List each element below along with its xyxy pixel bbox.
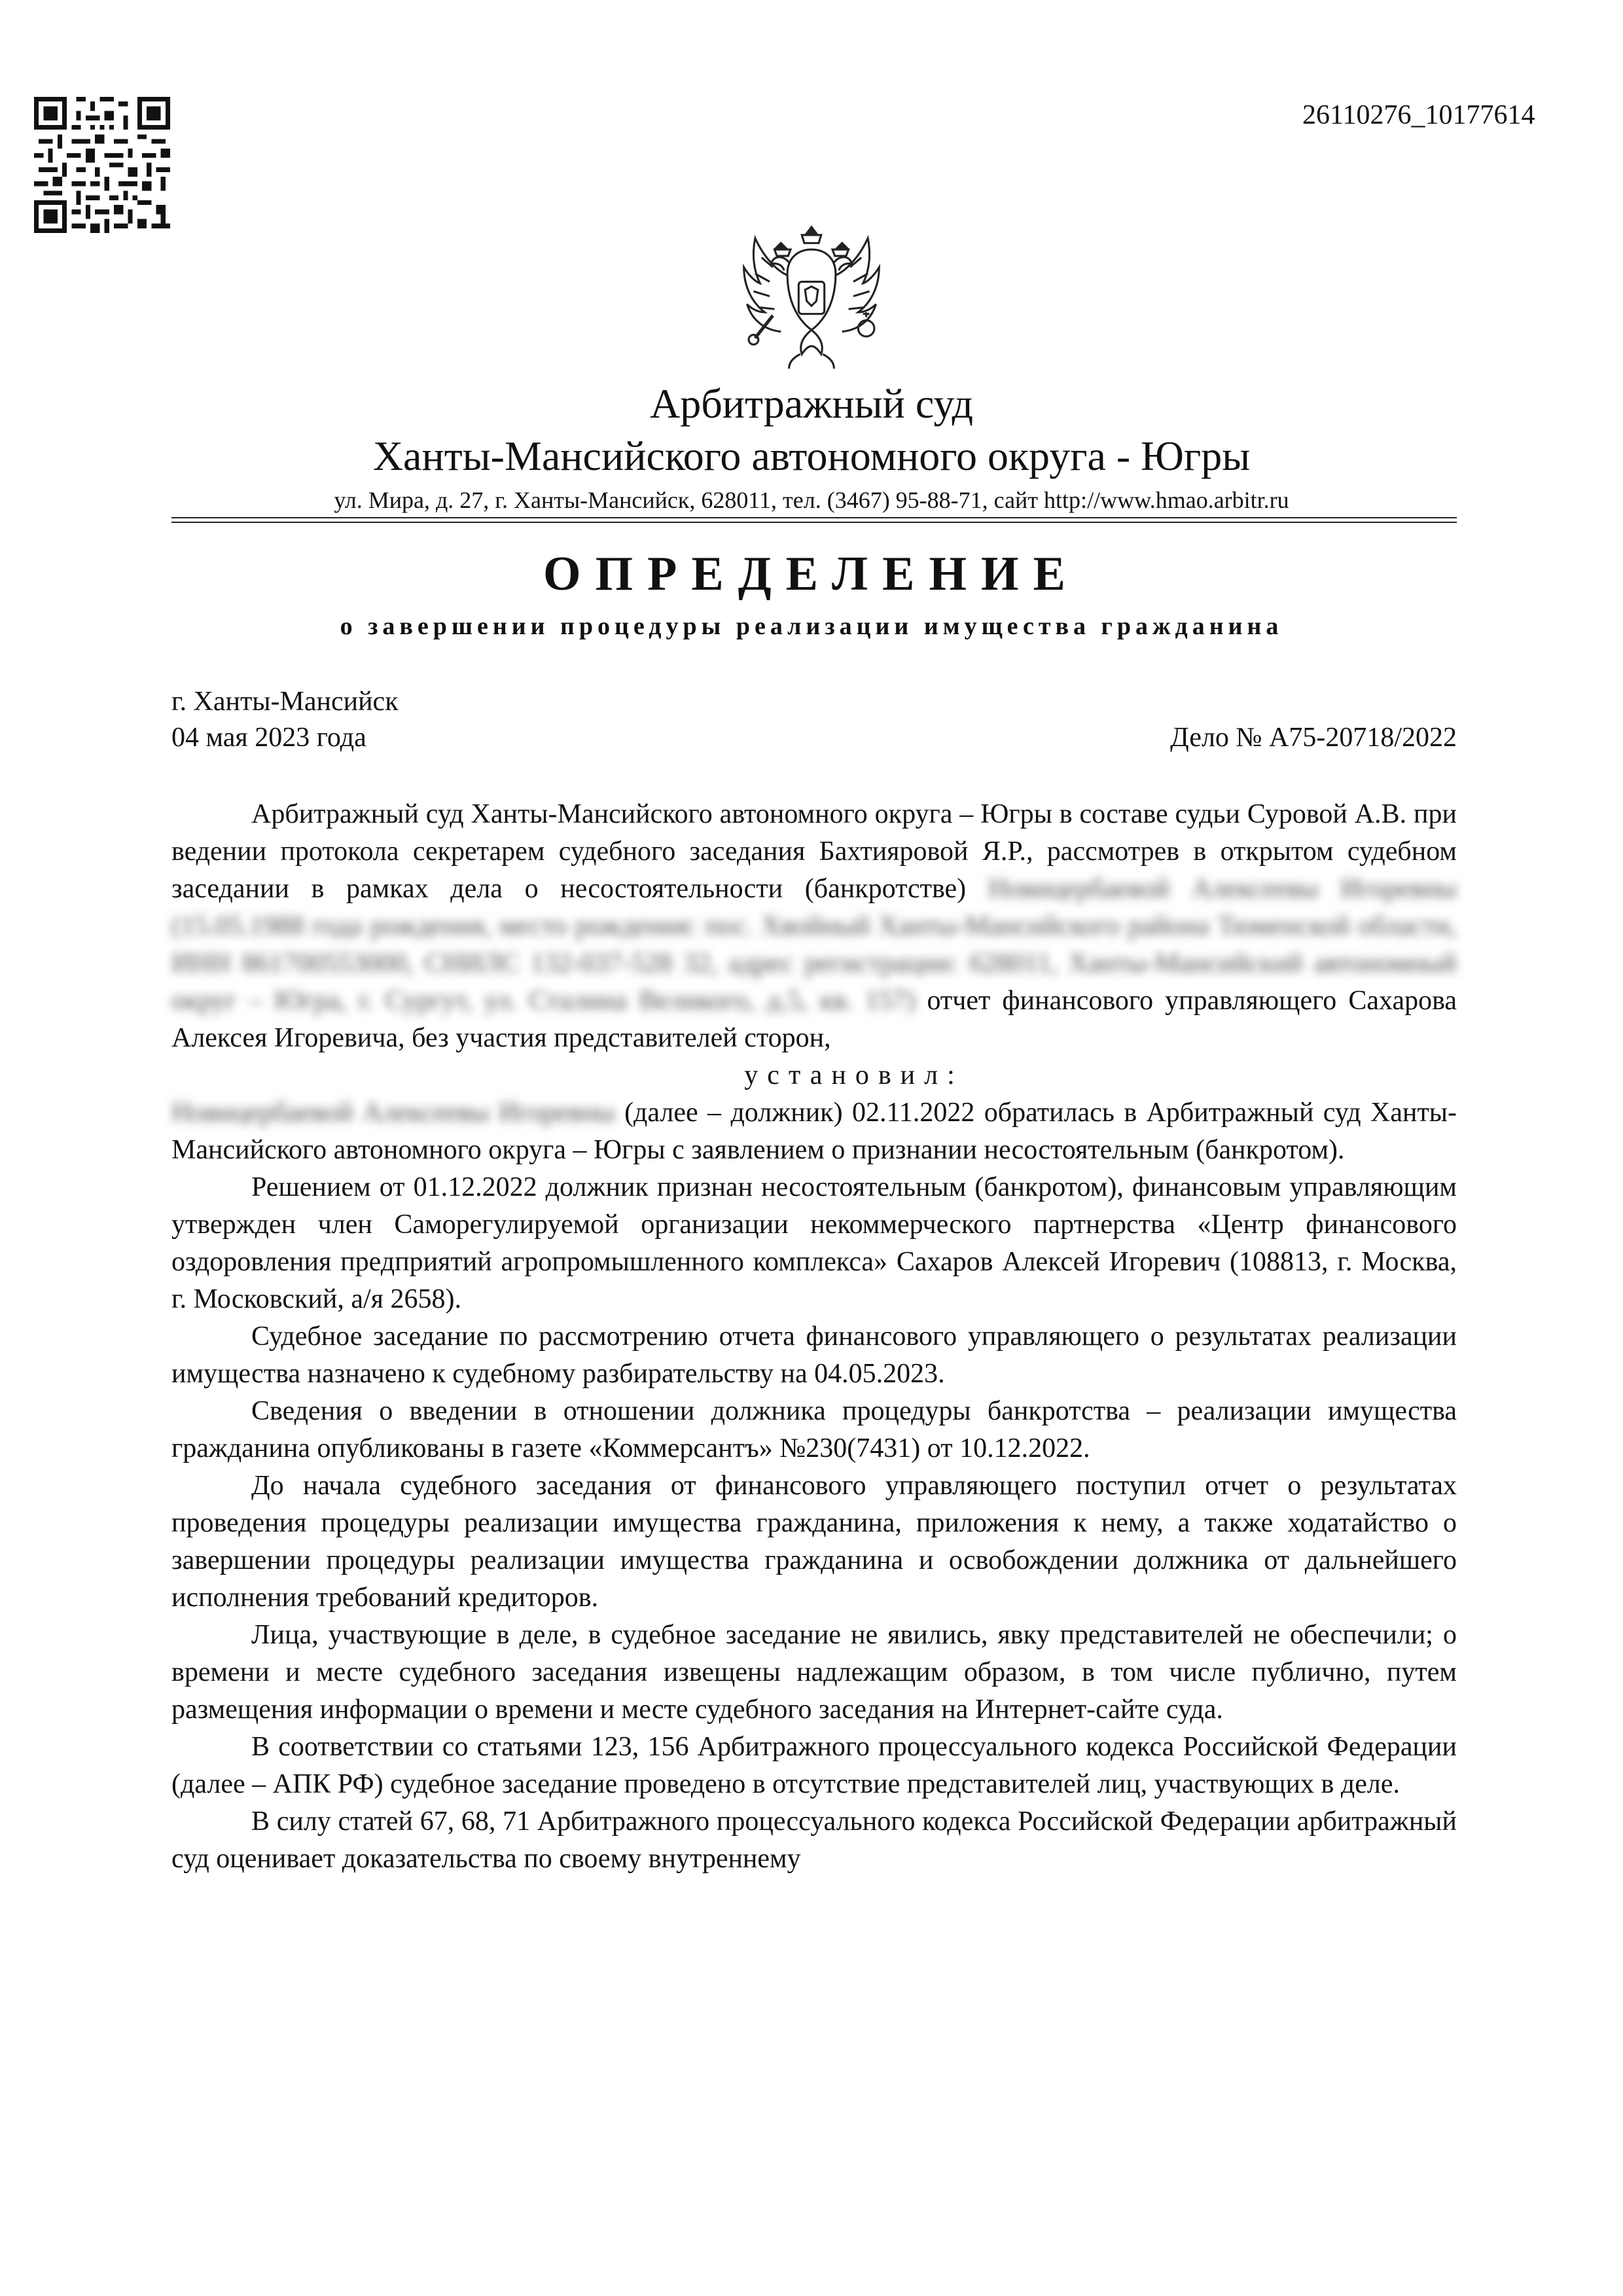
paragraph-5: Сведения о введении в отношении должника процедуры банкротства – реализации имущества гражданина опубликованы в газете «Коммерсантъ» №230(7431) от 10.12.2022.	[171, 1396, 1457, 1463]
paragraph-6: До начала судебного заседания от финансового управляющего поступил отчет о результатах проведения процедуры реализации имущества гражданина, приложения к нему, а также ходатайство о завершении процедуры реализации имущества гражданина и освобождении должника от дальнейшего исполнения требований кредиторов.	[171, 1471, 1457, 1613]
paragraph-1: Арбитражный суд Ханты-Мансийского автономного округа – Югры в составе судьи Суровой А.В. при ведении протокола секретарем судебного заседания Бахтияровой Я.Р., рассмотрев в открытом судебном заседании в рамках дела о несостоятельности (банкротстве) Новицербаевой Алексеевы Игоревны (15.05.1988 года рождения, место рождения: пос. Хвойный Ханты-Мансийского района Тюменской области, ИНН 861700553000, СНИЛС 132-037-528 32, адрес регистрации: 628011, Ханты-Мансийский автономный округ – Югра, г. Сургут, ул. Сталина Великого, д.5, кв. 157) отчет финансового управляющего Сахарова Алексея Игоревича, без участия представителей сторон,	[171, 799, 1457, 1053]
document-body	[171, 796, 1457, 1878]
header-divider-top	[171, 517, 1457, 518]
qr-code-icon	[34, 97, 170, 233]
document-subtitle: о завершении процедуры реализации имущества гражданина	[340, 613, 1283, 640]
redacted-debtor-name: Новицербаевой Алексеевы Игоревны	[171, 1098, 615, 1128]
court-name-line-1: Арбитражный суд	[650, 380, 973, 427]
court-address: ул. Мира, д. 27, г. Ханты-Мансийск, 628011, тел. (3467) 95-88-71, сайт http://www.hmao.arbitr.ru	[334, 487, 1289, 513]
court-name-line-2: Ханты-Мансийского автономного округа - Югры	[372, 433, 1251, 479]
document-id: 26110276_10177614	[1302, 100, 1535, 130]
paragraph-9: В силу статей 67, 68, 71 Арбитражного процессуального кодекса Российской Федерации арбитражный суд оценивает доказательства по своему внутреннему	[171, 1806, 1457, 1874]
paragraph-2: Новицербаевой Алексеевы Игоревны (далее – должник) 02.11.2022 обратилась в Арбитражный суд Ханты-Мансийского автономного округа – Югры с заявлением о признании несостоятельным (банкротом).	[171, 1098, 1457, 1165]
document-date: 04 мая 2023 года	[171, 723, 366, 753]
ustanovil-heading: установил:	[744, 1060, 964, 1090]
paragraph-7: Лица, участвующие в деле, в судебное заседание не явились, явку представителей не обеспечили; о времени и месте судебного заседания извещены надлежащим образом, в том числе публично, путем размещения информации о времени и месте судебного заседания на Интернет-сайте суда.	[171, 1620, 1457, 1725]
russian-coat-of-arms-icon	[731, 216, 892, 380]
redacted-debtor-details: Новицербаевой Алексеевы Игоревны (15.05.1988 года рождения, место рождения: пос. Хвойный Ханты-Мансийского района Тюменской области, ИНН 861700553000, СНИЛС 132-037-528 32, адрес регистрации: 628011, Ханты-Мансийский автономный округ – Югра, г. Сургут, ул. Сталина Великого, д.5, кв. 157)	[171, 874, 1457, 1016]
paragraph-4: Судебное заседание по рассмотрению отчета финансового управляющего о результатах реализации имущества назначено к судебному разбирательству на 04.05.2023.	[171, 1321, 1457, 1389]
paragraph-8: В соответствии со статьями 123, 156 Арбитражного процессуального кодекса Российской Федерации (далее – АПК РФ) судебное заседание проведено в отсутствие представителей лиц, участвующих в деле.	[171, 1732, 1457, 1799]
document-title: ОПРЕДЕЛЕНИЕ	[543, 547, 1080, 601]
case-number: Дело № А75-20718/2022	[1170, 723, 1457, 753]
document-place: г. Ханты-Мансийск	[171, 687, 399, 717]
paragraph-3: Решением от 01.12.2022 должник признан несостоятельным (банкротом), финансовым управляющим утвержден член Саморегулируемой организации некоммерческого партнерства «Центр финансового оздоровления предприятий агропромышленного комплекса» Сахаров Алексей Игоревич (108813, г. Москва, г. Московский, а/я 2658).	[171, 1172, 1457, 1314]
header-divider-bottom	[171, 522, 1457, 523]
